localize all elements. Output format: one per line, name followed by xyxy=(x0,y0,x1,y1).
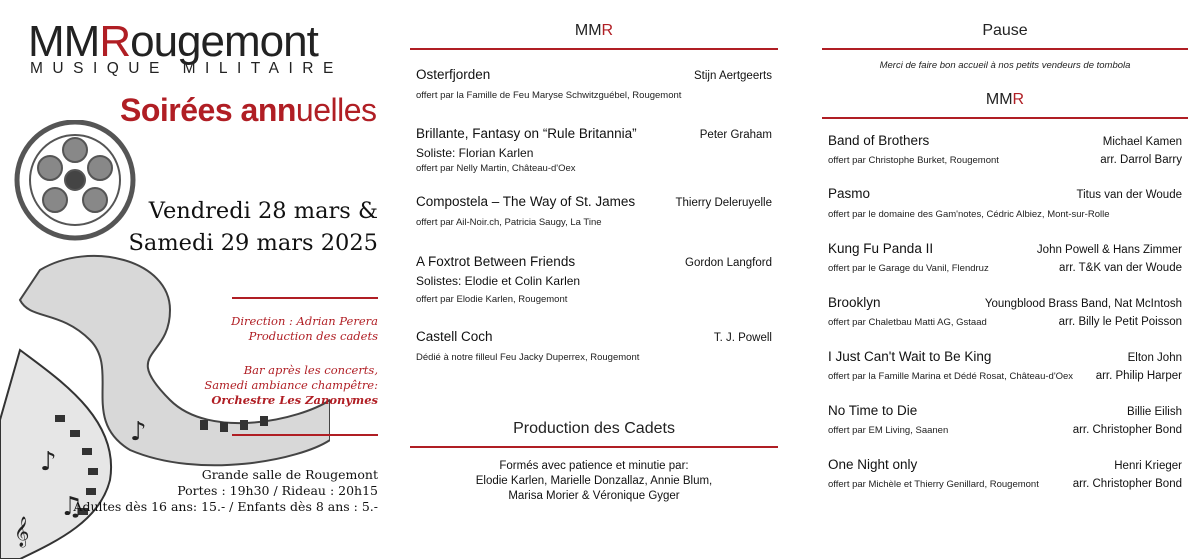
piece-composer: Elton John xyxy=(1127,352,1182,364)
piece-sponsor: offert par Ail-Noir.ch, Patricia Saugy, La Tine xyxy=(416,217,602,228)
piece-arranger: arr. Philip Harper xyxy=(1095,370,1182,382)
program-piece xyxy=(416,126,772,174)
cadets-credits xyxy=(410,459,778,504)
piece-title: Osterfjorden xyxy=(416,67,491,82)
piece-title: Brillante, Fantasy on “Rule Britannia” xyxy=(416,126,637,141)
piece-composer: Youngblood Brass Band, Nat McIntosh xyxy=(984,298,1182,310)
direction-text: Direction : Adrian Perera xyxy=(231,314,378,328)
svg-text:♪: ♪ xyxy=(130,417,147,447)
pause-heading: Pause xyxy=(982,22,1028,39)
bar-line-2: Samedi ambiance champêtre: xyxy=(204,378,378,392)
program-part-2 xyxy=(822,0,1188,559)
program-piece xyxy=(828,133,1182,166)
venue-line-1: Grande salle de Rougemont xyxy=(201,467,378,482)
piece-composer: Billie Eilish xyxy=(1127,406,1182,418)
piece-sponsor: offert par Nelly Martin, Château-d'Oex xyxy=(416,163,576,174)
piece-composer: John Powell & Hans Zimmer xyxy=(1036,244,1182,256)
svg-text:♫: ♫ xyxy=(60,492,84,522)
logo-subtitle: MUSIQUE MILITAIRE xyxy=(30,60,343,77)
program-piece xyxy=(828,457,1182,490)
section-heading-mmr xyxy=(822,91,1188,111)
piece-sponsor: offert par Elodie Karlen, Rougemont xyxy=(416,294,568,305)
piece-sponsor: offert par Chaletbau Matti AG, Gstaad xyxy=(828,317,987,328)
svg-text:𝄞: 𝄞 xyxy=(14,517,30,547)
title-light: uelles xyxy=(295,92,377,128)
piece-sponsor: offert par le Garage du Vanil, Flendruz xyxy=(828,263,989,274)
venue-line-3: Adultes dès 16 ans: 15.- / Enfants dès 8 ans : 5.- xyxy=(73,499,378,514)
page-title xyxy=(120,92,377,129)
piece-arranger: arr. Darrol Barry xyxy=(1100,154,1182,166)
divider xyxy=(232,434,378,436)
piece-title: Brooklyn xyxy=(828,295,881,310)
date-line-1: Vendredi 28 mars & xyxy=(148,198,378,224)
piece-title: Compostela – The Way of St. James xyxy=(416,194,636,209)
piece-sponsor: offert par le domaine des Gam'notes, Cédric Albiez, Mont-sur-Rolle xyxy=(828,209,1110,220)
cadets-line-2: Elodie Karlen, Marielle Donzallaz, Annie Blum, xyxy=(475,475,713,487)
date-line-2: Samedi 29 mars 2025 xyxy=(128,230,378,256)
pause-note: Merci de faire bon accueil à nos petits vendeurs de tombola xyxy=(879,60,1131,71)
piece-title: Castell Coch xyxy=(416,329,493,344)
divider xyxy=(410,48,778,50)
piece-composer: Gordon Langford xyxy=(685,257,772,269)
venue-line-2: Portes : 19h30 / Rideau : 20h15 xyxy=(177,483,378,498)
svg-text:♪: ♪ xyxy=(40,447,57,477)
piece-soloist: Solistes: Elodie et Colin Karlen xyxy=(416,274,581,288)
program-piece xyxy=(416,194,772,228)
piece-arranger: arr. Billy le Petit Poisson xyxy=(1058,316,1182,328)
head-mm: MM xyxy=(985,91,1013,108)
piece-composer: Michael Kamen xyxy=(1102,136,1182,148)
cover-panel xyxy=(0,0,400,559)
divider xyxy=(410,446,778,448)
program-piece xyxy=(416,254,772,305)
piece-title: A Foxtrot Between Friends xyxy=(416,254,576,269)
bar-line-3: Orchestre Les Zanonymes xyxy=(211,393,378,407)
piece-soloist: Soliste: Florian Karlen xyxy=(416,146,534,160)
piece-sponsor: Dédié à notre filleul Feu Jacky Duperrex, Rougemont xyxy=(416,352,640,363)
piece-composer: T. J. Powell xyxy=(713,332,772,344)
cadets-line-1: Formés avec patience et minutie par: xyxy=(499,460,689,472)
program-piece xyxy=(828,349,1182,382)
piece-sponsor: offert par Michèle et Thierry Genillard, Rougemont xyxy=(828,479,1039,490)
piece-sponsor: offert par Christophe Burket, Rougemont xyxy=(828,155,999,166)
piece-title: No Time to Die xyxy=(828,403,918,418)
program-piece xyxy=(416,67,772,101)
cadets-heading: Production des Cadets xyxy=(513,420,675,437)
divider xyxy=(232,297,378,299)
piece-title: I Just Can't Wait to Be King xyxy=(828,349,992,364)
piece-sponsor: offert par EM Living, Saanen xyxy=(828,425,949,436)
piece-sponsor: offert par la Famille de Feu Maryse Schwitzguébel, Rougemont xyxy=(416,90,682,101)
piece-arranger: arr. T&K van der Woude xyxy=(1059,262,1182,274)
bar-line-1: Bar après les concerts, xyxy=(243,363,378,377)
title-bold: Soirées ann xyxy=(120,92,296,128)
logo-mm: MM xyxy=(28,17,100,66)
cadets-line-3: Marisa Morier & Véronique Gyger xyxy=(508,490,680,502)
production-text: Production des cadets xyxy=(248,329,378,343)
venue-info xyxy=(73,467,378,515)
concert-dates xyxy=(129,195,378,259)
logo-wordmark xyxy=(28,18,318,66)
piece-title: One Night only xyxy=(828,457,918,472)
head-r: R xyxy=(601,22,614,39)
divider xyxy=(822,48,1188,50)
head-mm: MM xyxy=(574,22,602,39)
program-piece xyxy=(828,186,1182,220)
piece-composer: Stijn Aertgeerts xyxy=(694,70,772,82)
program-piece xyxy=(828,241,1182,274)
logo-r: R xyxy=(99,17,131,66)
program-piece xyxy=(828,403,1182,436)
program-piece xyxy=(828,295,1182,328)
piece-arranger: arr. Christopher Bond xyxy=(1072,424,1182,436)
piece-sponsor: offert par la Famille Marina et Dédé Rosat, Château-d'Oex xyxy=(828,371,1074,382)
piece-arranger: arr. Christopher Bond xyxy=(1072,478,1182,490)
divider xyxy=(822,117,1188,119)
piece-title: Pasmo xyxy=(828,186,871,201)
piece-title: Band of Brothers xyxy=(828,133,930,148)
section-heading-mmr xyxy=(410,22,778,42)
program-piece xyxy=(416,329,772,363)
head-r: R xyxy=(1012,91,1025,108)
piece-composer: Henri Krieger xyxy=(1114,460,1182,472)
bar-info xyxy=(204,363,378,408)
piece-composer: Titus van der Woude xyxy=(1076,189,1182,201)
program-part-1 xyxy=(410,0,778,559)
logo-rest: ougemont xyxy=(130,17,318,66)
piece-composer: Thierry Deleruyelle xyxy=(675,197,772,209)
piece-composer: Peter Graham xyxy=(699,129,772,141)
piece-title: Kung Fu Panda II xyxy=(828,241,934,256)
direction-block xyxy=(231,314,378,344)
